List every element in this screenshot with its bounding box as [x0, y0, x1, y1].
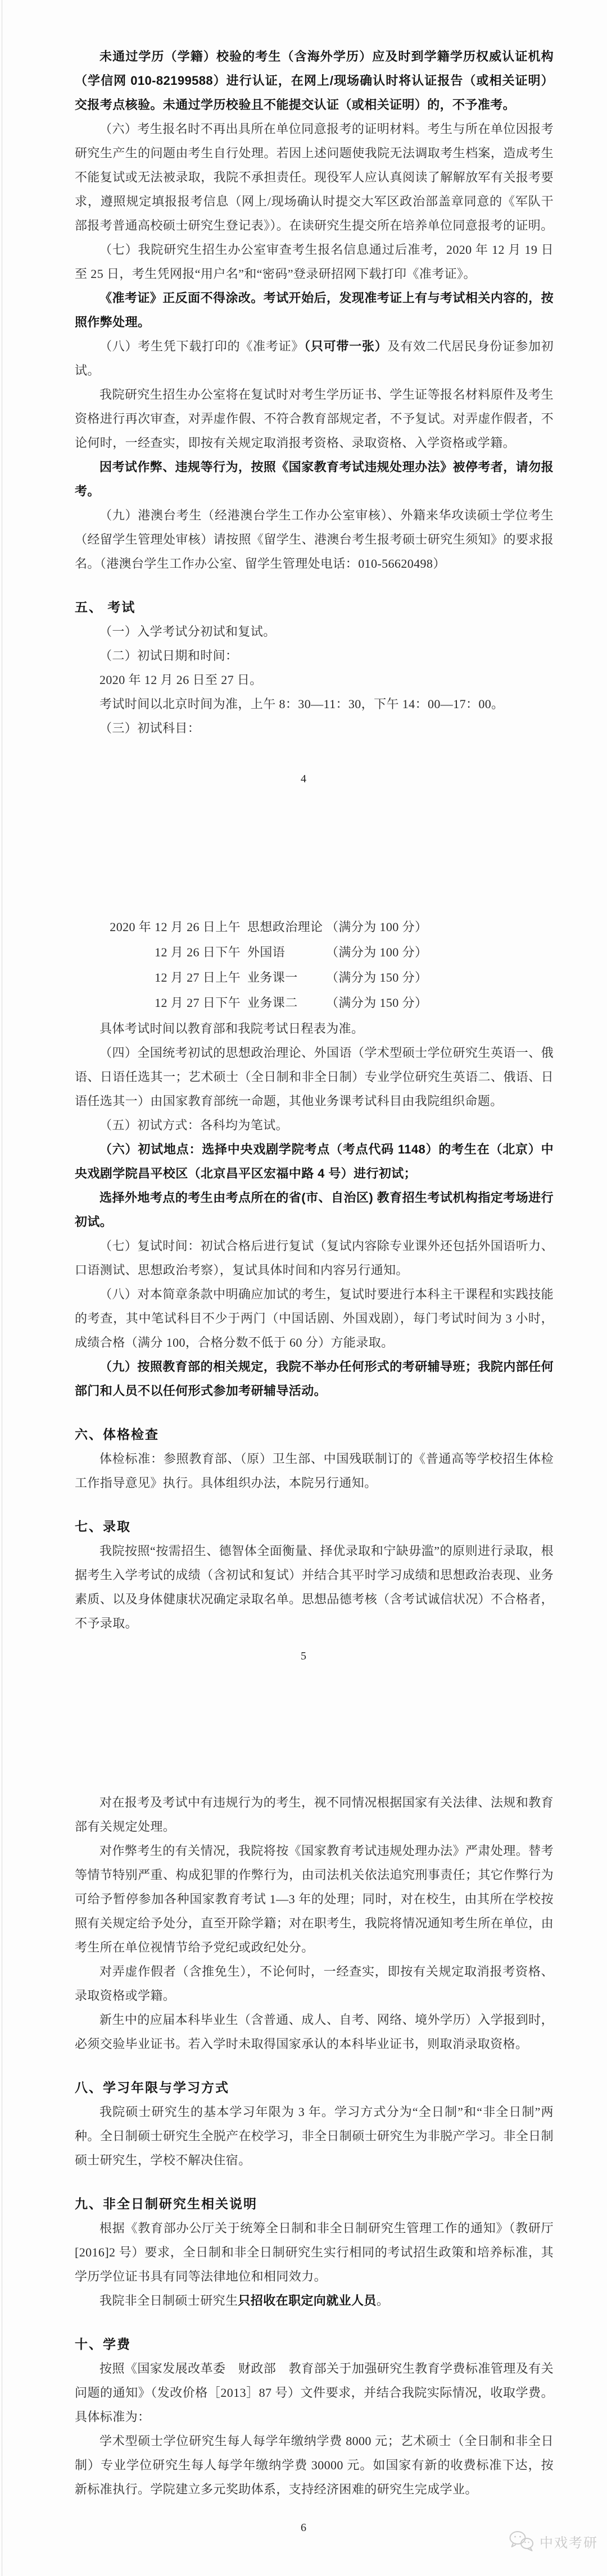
text-run: 我院非全日制硕士研究生	[99, 2294, 238, 2308]
paragraph: 未通过学历（学籍）校验的考生（含海外学历）应及时到学籍学历权威认证机构（学信网 010-82199588）进行认证，在网上/现场确认时将认证报告（或相关证明）交报考点核验。未通过学历校验且不能提交认证（或相关证明）的，不予准考。	[75, 49, 554, 112]
page-number: 4	[301, 773, 306, 785]
paragraph: 对作弊考生的有关情况，我院将按《国家教育考试违规处理办法》严肃处理。替考等情节特别严重、构成犯罪的作弊行为，由司法机关依法追究刑事责任；其它作弊行为可给予暂停参加各种国家教育考试 1—3 年的处理；同时，对在校生，由其所在学校按照有关规定给予处分，直至开除学籍；对在职考生，我院将情况通知考生所在单位，由考生所在单位视情节给予党纪或政纪处分。	[75, 1844, 554, 1954]
schedule-time: 12 月 27 日下午	[155, 996, 241, 1010]
schedule-score: （满分为 150 分）	[326, 996, 428, 1010]
paragraph	[75, 334, 554, 382]
paragraph: （六）初试地点：选择中央戏剧学院考点（考点代码 1148）的考生在（北京）中央戏剧学院昌平校区（北京昌平区宏福中路 4 号）进行初试；	[75, 1142, 554, 1180]
paragraph: （六）考生报名时不再出具所在单位同意报考的证明材料。考生与所在单位因报考研究生产生的问题由考生自行处理。若因上述问题使我院无法调取考生档案，造成考生不能复试或无法被录取，我院不承担责任。现役军人应认真阅读了解解放军有关报考要求，遵照规定填报报考信息（网上/现场确认时提交大军区政治部盖章同意的《军队干部报考普通高校硕士研究生登记表》）。在读研究生提交所在培养单位同意报考的证明。	[75, 122, 554, 232]
page-4-content	[75, 44, 554, 740]
paragraph: 2020 年 12 月 26 日至 27 日。	[99, 673, 262, 687]
wechat-icon	[508, 2530, 535, 2552]
paragraph: （八）对本简章条款中明确应加试的考生，复试时要进行本科主干课程和实践技能的考查，其中笔试科目不少于两门（中国话剧、外国戏剧），每门考试时间为 3 小时，成绩合格（满分 100，合格分数不低于 60 分）方能录取。	[75, 1287, 554, 1349]
paragraph: 选择外地考点的考生由考点所在的省(市、自治区) 教育招生考试机构指定考场进行初试。	[75, 1191, 554, 1229]
schedule-subject: 业务课一	[247, 970, 298, 984]
paragraph: 体检标准：参照教育部、（原）卫生部、中国残联制订的《普通高等学校招生体检工作指导意见》执行。具体组织办法，本院另行通知。	[75, 1452, 554, 1490]
bold-run: （只可带一张）	[304, 339, 388, 353]
section-heading-tuition: 十、学费	[75, 2337, 131, 2351]
text-run: 。	[376, 2294, 389, 2308]
text-run: （八）考生凭下载打印的《准考证》	[99, 339, 305, 353]
paragraph: 新生中的应届本科毕业生（含普通、成人、自考、网络、境外学历）入学报到时，必须交验毕业证书。若入学时未取得国家承认的本科毕业证书，则取消录取资格。	[75, 2013, 554, 2051]
brand-watermark-label: 中戏考研	[540, 2535, 598, 2551]
schedule-subject: 业务课二	[247, 996, 298, 1010]
schedule-score: （满分为 150 分）	[326, 970, 428, 984]
schedule-row	[75, 965, 554, 990]
bold-run: 只招收在职定向就业人员	[238, 2294, 377, 2308]
paragraph: 对弄虚作假者（含推免生），不论何时，一经查实，即按有关规定取消报考资格、录取资格或学籍。	[75, 1964, 554, 2003]
section-heading-study-duration: 八、学习年限与学习方式	[75, 2080, 229, 2095]
paragraph: 按照《国家发展改革委 财政部 教育部关于加强研究生教育学费标准管理及有关问题的通知》（发改价格［2013］87 号）文件要求，并结合我院实际情况，收取学费。具体标准为：	[75, 2361, 554, 2424]
schedule-time: 12 月 27 日上午	[155, 970, 241, 984]
schedule-row	[75, 914, 554, 940]
paragraph: （三）初试科目：	[99, 721, 201, 735]
page-number: 5	[301, 1650, 306, 1662]
exam-schedule	[75, 914, 554, 1015]
paragraph	[75, 2288, 554, 2313]
schedule-row	[75, 940, 554, 965]
section-heading-part-time-notes: 九、非全日制研究生相关说明	[75, 2196, 257, 2211]
paragraph: （二）初试日期和时间：	[99, 649, 238, 663]
paragraph: 我院按照“按需招生、德智体全面衡量、择优录取和宁缺毋滥”的原则进行录取，根据考生入学考试的成绩（含初试和复试）并结合其平时学习成绩和思想政治表现、业务素质、以及身体健康状况确定录取名单。思想品德考核（含考试诚信状况）不合格者，不予录取。	[75, 1544, 554, 1630]
paragraph: （九）港澳台考生（经港澳台学生工作办公室审核）、外籍来华攻读硕士学位考生（经留学生管理处审核）请按照《留学生、港澳台考生报考硕士研究生须知》的要求报名。（港澳台学生工作办公室、留学生管理处电话：010-56620498）	[75, 508, 554, 571]
paragraph: 《准考证》正反面不得涂改。考试开始后，发现准考证上有与考试相关内容的，按照作弊处理。	[75, 291, 554, 329]
paragraph: 考试时间以北京时间为准，上午 8：30—11：30，下午 14：00—17：00。	[99, 697, 504, 711]
page-number: 6	[301, 2522, 306, 2534]
paragraph: （七）我院研究生招生办公室审查考生报名信息通过后准考，2020 年 12 月 19 日至 25 日，考生凭网报“用户名”和“密码”登录研招网下载打印《准考证》。	[75, 243, 554, 281]
schedule-time: 2020 年 12 月 26 日上午	[110, 920, 241, 934]
paragraph: 我院硕士研究生的基本学习年限为 3 年。学习方式分为“全日制”和“非全日制”两种。全日制硕士研究生全脱产在校学习，非全日制硕士研究生为非脱产学习。非全日制硕士研究生，学校不解决住宿。	[75, 2105, 554, 2167]
section-heading-physical-exam: 六、体格检查	[75, 1427, 159, 1442]
paragraph: （七）复试时间：初试合格后进行复试（复试内容除专业课外还包括外国语听力、口语测试、思想政治考察），复试具体时间和内容另行通知。	[75, 1239, 554, 1277]
paragraph: 因考试作弊、违规等行为，按照《国家教育考试违规处理办法》被停考者，请勿报考。	[75, 460, 554, 498]
brand-watermark	[508, 2530, 598, 2552]
paragraph: （四）全国统考初试的思想政治理论、外国语（学术型硕士学位研究生英语一、俄语、日语任选其一；艺术硕士（全日制和非全日制）专业学位研究生英语二、俄语、日语任选其一）由国家教育部统一命题，其他业务课考试科目由我院组织命题。	[75, 1046, 554, 1108]
paragraph: 学术型硕士学位研究生每人每学年缴纳学费 8000 元；艺术硕士（全日制和非全日制）专业学位研究生每人每学年缴纳学费 30000 元。如国家有新的收费标准下达，按新标准执行。学院建立多元奖助体系，支持经济困难的研究生完成学业。	[75, 2434, 554, 2496]
text-run: 及有效二代居民身份证参加初试。	[75, 339, 554, 377]
paragraph: （九）按照教育部的相关规定，我院不举办任何形式的考研辅导班；我院内部任何部门和人员不以任何形式参加考研辅导活动。	[75, 1360, 554, 1398]
paragraph: 我院研究生招生办公室将在复试时对考生学历证书、学生证等报名材料原件及考生资格进行再次审查，对弄虚作假、不符合教育部规定者，不予复试。对弄虚作假者，不论何时，一经查实，即按有关规定取消报考资格、录取资格、入学资格或学籍。	[75, 387, 554, 450]
schedule-score: （满分为 100 分）	[326, 945, 428, 959]
paragraph: 具体考试时间以教育部和我院考试日程表为准。	[99, 1022, 364, 1036]
schedule-subject: 思想政治理论	[247, 920, 323, 934]
schedule-time: 12 月 26 日下午	[155, 945, 241, 959]
paragraph: （五）初试方式：各科均为笔试。	[99, 1118, 289, 1132]
paragraph: （一）入学考试分初试和复试。	[99, 624, 276, 639]
paragraph: 根据《教育部办公厅关于统筹全日制和非全日制研究生管理工作的通知》（教研厅[2016]2 号）要求，全日制和非全日制研究生实行相同的考试招生政策和培养标准，其学历学位证书具有同等法律地位和相同效力。	[75, 2221, 554, 2283]
section-heading-admission: 七、录取	[75, 1519, 131, 1534]
schedule-score: （满分为 100 分）	[326, 920, 428, 934]
page-6-content	[75, 1790, 554, 2501]
page-5-content	[75, 914, 554, 1635]
schedule-row	[75, 990, 554, 1015]
schedule-subject: 外国语	[247, 945, 286, 959]
section-heading-exam: 五、 考试	[75, 600, 136, 614]
paragraph: 对在报考及考试中有违规行为的考生，视不同情况根据国家有关法律、法规和教育部有关规定处理。	[75, 1795, 554, 1834]
